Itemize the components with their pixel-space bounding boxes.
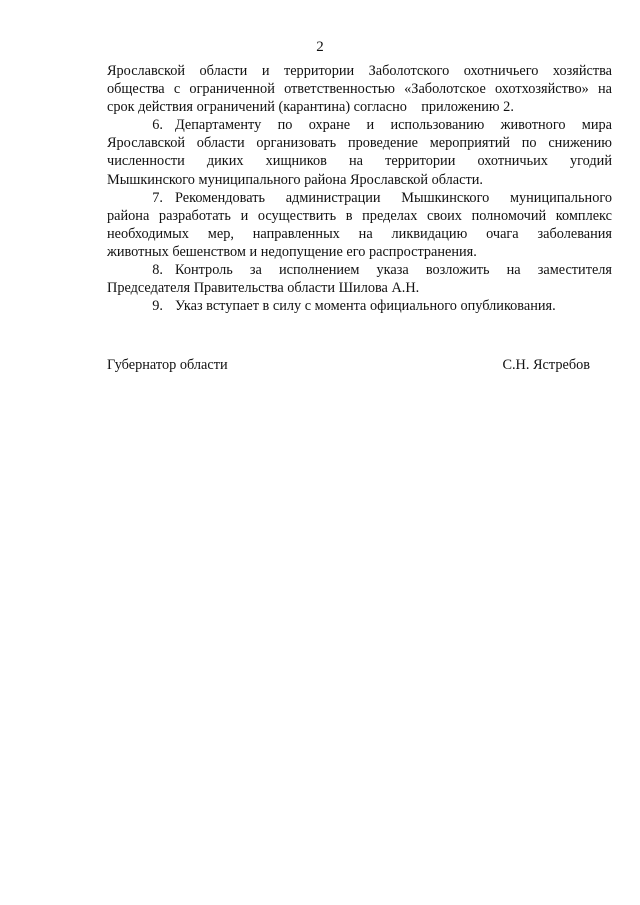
item-first-line: Контроль за исполнением указа возложить на заместителя xyxy=(175,262,612,279)
item-number: 6. xyxy=(152,117,163,134)
paragraph-item-7 xyxy=(107,189,612,207)
document-body xyxy=(107,62,612,315)
continuation-line: срок действия ограничений (карантина) согласно приложению 2. xyxy=(107,99,514,116)
item-line: животных бешенством и недопущение его распространения. xyxy=(107,243,477,260)
item-first-line: Департаменту по охране и использованию животного мира xyxy=(175,117,612,134)
signatory-name: С.Н. Ястребов xyxy=(502,357,590,373)
item-line: Председателя Правительства области Шилова А.Н. xyxy=(107,280,420,297)
item-number: 7. xyxy=(152,189,163,206)
item-first-line: Рекомендовать администрации Мышкинского муниципального xyxy=(175,189,612,206)
signature-block xyxy=(107,356,590,374)
item-line: района разработать и осуществить в пределах своих полномочий комплекс xyxy=(107,207,612,224)
item-first-line: Указ вступает в силу с момента официального опубликования. xyxy=(175,298,556,315)
item-line: Ярославской области организовать проведение мероприятий по снижению xyxy=(107,135,612,152)
item-line: необходимых мер, направленных на ликвидацию очага заболевания xyxy=(107,225,612,242)
continuation-line: Ярославской области и территории Заболотского охотничьего хозяйства xyxy=(107,63,612,79)
paragraph-item-8 xyxy=(107,261,612,279)
item-number: 8. xyxy=(152,262,163,279)
paragraph-item-9 xyxy=(107,297,612,315)
item-number: 9. xyxy=(152,298,163,315)
item-line: Мышкинского муниципального района Ярославской области. xyxy=(107,171,483,188)
item-line: численности диких хищников на территории охотничьих угодий xyxy=(107,153,612,170)
page-number: 2 xyxy=(316,39,324,55)
signatory-position: Губернатор области xyxy=(107,357,228,373)
paragraph-item-6 xyxy=(107,116,612,134)
continuation-line: общества с ограниченной ответственностью «Заболотское охотхозяйство» на xyxy=(107,81,612,98)
